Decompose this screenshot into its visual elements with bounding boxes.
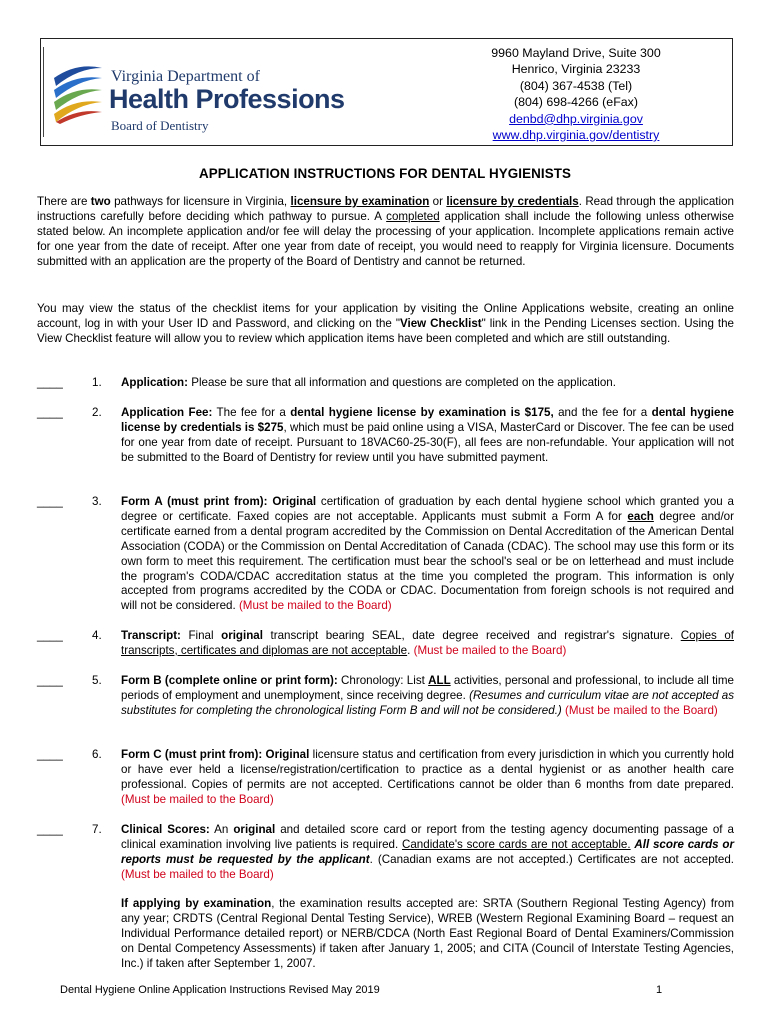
exam-results-text: If applying by examination, the examination results accepted are: SRTA (Southern Regional Testing Agency) from any year; CRDTS (Central Regional Dental Testing Service), WREB (Western Regional Examining Board – request an Individual Performance detailed report) or NERB/CDCA (North East Regional Board of Dental Examiners/Commission on Dental Competency Assessments) if taken after January 1, 2005; and CITA (Council of Interstate Testing Agencies, Inc.) if taken after September 1, 2007. xyxy=(121,897,734,970)
mail-requirement: (Must be mailed to the Board) xyxy=(121,867,274,881)
phone-number: (804) 367-4538 (Tel) xyxy=(519,78,633,93)
mail-requirement: (Must be mailed to the Board) xyxy=(565,703,718,717)
item-text: Form A (must print from): Original certification of graduation by each dental hygiene school which granted you a degree or certificate. Faxed copies are not acceptable. Applicants must submit a Form A for each degree and/or certificate earned from a dental program accredited by the Commission on Dental Accreditation of the American Dental Association (CODA) or the Commission on Dental Accreditation of Canada (CDAC). The school may use this form or its own form to meet this requirement. The certification must bear the school's seal or be on letterhead and must include the program's CODA/CDAC accreditation status at the time you completed the program. This information is only accepted from programs accredited by the CODA or CDAC. Documentation from foreign schools is not required and will not be considered. (Must be mailed to the Board) xyxy=(121,495,734,613)
mail-requirement: (Must be mailed to the Board) xyxy=(121,792,274,806)
item-number: 1. xyxy=(92,376,102,389)
item-number: 3. xyxy=(92,495,102,508)
checkbox-blank: ____ xyxy=(37,748,63,761)
item-number: 2. xyxy=(92,406,102,419)
mail-requirement: (Must be mailed to the Board) xyxy=(413,643,567,657)
checkbox-blank: ____ xyxy=(37,495,63,508)
contact-block xyxy=(431,45,721,143)
letterhead xyxy=(40,38,733,146)
dhp-swoosh-icon xyxy=(50,60,104,124)
item-text: Application Fee: The fee for a dental hygiene license by examination is $175, and the fee for a dental hygiene license by credentials is $275, which must be paid online using a VISA, MasterCard or Discover. The fee can be used for one year from date of receipt. Pursuant to 18VAC60-25-30(F), all fees are non-refundable. Your application will not be submitted to the Board of Dentistry for review until you have submitted payment. xyxy=(121,406,734,464)
item-number: 7. xyxy=(92,823,102,836)
checkbox-blank: ____ xyxy=(37,629,63,642)
item-text: Form B (complete online or print form): Chronology: List ALL activities, personal and professional, to include all time periods of employment and unemployment, since receiving degree. (Resumes and curriculum vitae are not accepted as substitutes for completing the chronological listing Form B and will not be considered.) (Must be mailed to the Board) xyxy=(121,674,734,717)
logo-agency-name: Health Professions xyxy=(109,84,345,114)
item-number: 6. xyxy=(92,748,102,761)
checkbox-blank: ____ xyxy=(37,823,63,836)
item-text: Form C (must print from): Original licensure status and certification from every jurisdiction in which you currently hold or have ever held a license/registration/certification to practice as a dental hygienist or as another health care professional. Copies of permits are not accepted. Certifications cannot be older than 6 months from date prepared. (Must be mailed to the Board) xyxy=(121,748,734,806)
intro-paragraph: There are two pathways for licensure in Virginia, licensure by examination or licensure by credentials. Read through the application instructions carefully before deciding which pathway to pursue. A completed application shall include the following unless otherwise stated below. An incomplete application and/or fee will delay the processing of your application. Incomplete applications remain active for one year from the date of receipt. After one year from date of receipt, you would need to reapply for Virginia licensure. Documents submitted with an application are the property of the Board of Dentistry and cannot be returned. xyxy=(37,195,734,268)
item-number: 4. xyxy=(92,629,102,642)
fax-number: (804) 698-4266 (eFax) xyxy=(514,95,638,110)
item-text: Clinical Scores: An original and detailed score card or report from the testing agency documenting passage of a clinical examination involving live patients is required. Candidate's score cards are not acceptable. All score cards or reports must be requested by the applicant. (Canadian exams are not accepted.) Certificates are not accepted. (Must be mailed to the Board) xyxy=(121,823,734,881)
address-line-1: 9960 Mayland Drive, Suite 300 xyxy=(491,46,661,60)
page-title: APPLICATION INSTRUCTIONS FOR DENTAL HYGIENISTS xyxy=(198,166,572,181)
item-number: 5. xyxy=(92,674,102,687)
item-text: Transcript: Final original transcript bearing SEAL, date degree received and registrar's signature. Copies of transcripts, certificates and diplomas are not acceptable. (Must be mailed to the Board) xyxy=(121,629,734,657)
address-line-2: Henrico, Virginia 23233 xyxy=(511,62,641,77)
logo-board-name: Board of Dentistry xyxy=(111,118,209,133)
website-link[interactable]: www.dhp.virginia.gov/dentistry xyxy=(492,128,660,143)
footer-revision-note: Dental Hygiene Online Application Instructions Revised May 2019 xyxy=(60,984,380,996)
item-text: Application: Please be sure that all information and questions are completed on the application. xyxy=(121,376,616,389)
email-link[interactable]: denbd@dhp.virginia.gov xyxy=(509,111,643,126)
mail-requirement: (Must be mailed to the Board) xyxy=(238,599,392,613)
agency-logo xyxy=(43,47,433,137)
page-number: 1 xyxy=(656,984,663,996)
status-paragraph: You may view the status of the checklist items for your application by visiting the Online Applications website, creating an online account, log in with your User ID and Password, and clicking on the "View Checklist" link in the Pending Licenses section. Using the View Checklist feature will allow you to review which application items have been completed and which are still outstanding. xyxy=(37,302,734,345)
logo-department-text: Virginia Department of xyxy=(111,68,260,85)
checkbox-blank: ____ xyxy=(37,674,63,687)
checkbox-blank: ____ xyxy=(37,406,63,419)
checkbox-blank: ____ xyxy=(37,376,63,389)
